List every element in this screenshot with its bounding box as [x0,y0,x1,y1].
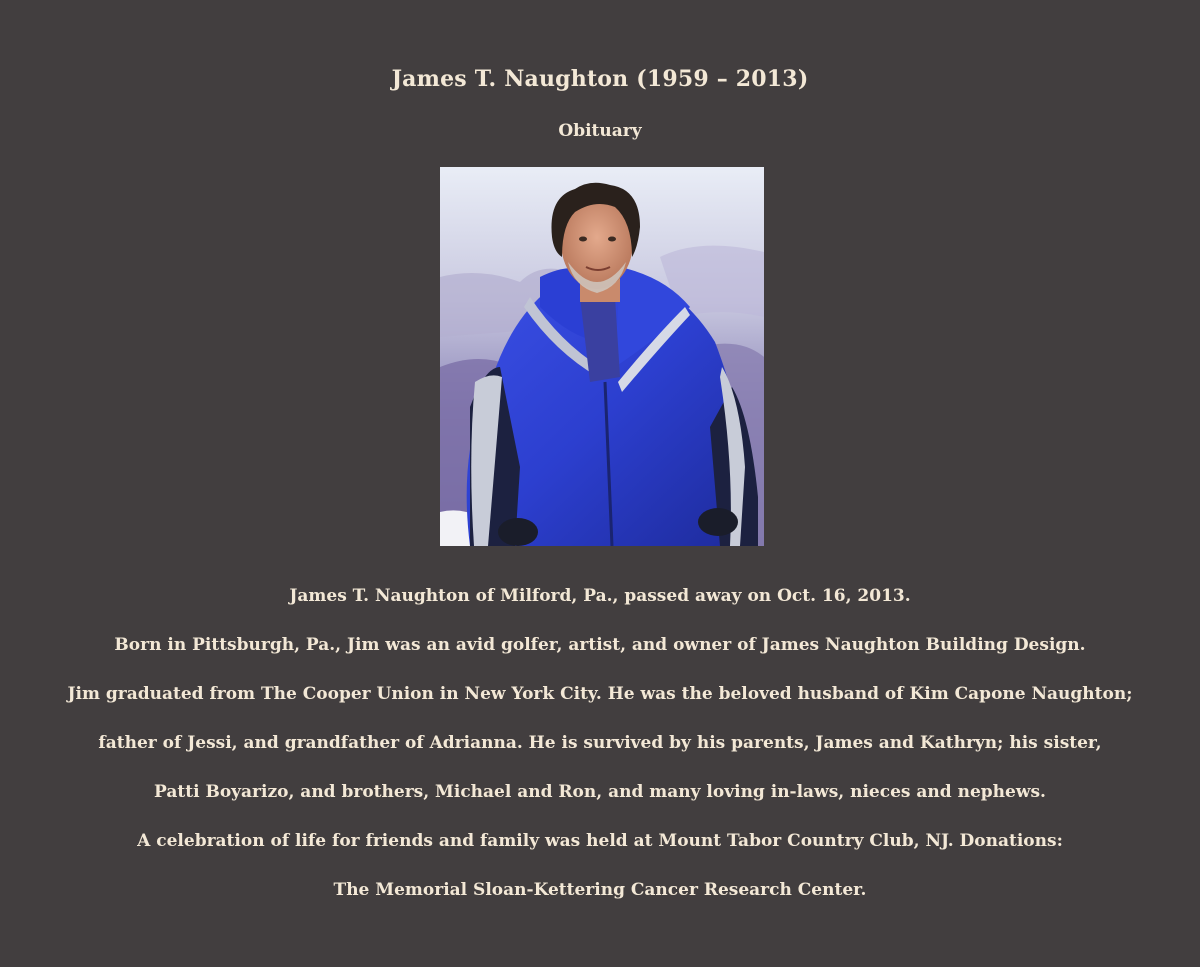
obituary-line: A celebration of life for friends and family was held at Mount Tabor Country Club, NJ. Donations: [137,831,1063,851]
obituary-line: Born in Pittsburgh, Pa., Jim was an avid golfer, artist, and owner of James Naughton Building Design. [114,635,1086,655]
obituary-line: father of Jessi, and grandfather of Adrianna. He is survived by his parents, James and Kathryn; his sister, [98,733,1102,753]
left-eye [579,237,587,242]
right-eye [608,237,616,242]
portrait-illustration [440,167,764,546]
portrait-photo [440,167,764,546]
page-subtitle: Obituary [558,121,642,141]
left-glove [498,518,538,546]
right-glove [698,508,738,536]
obituary-line: Jim graduated from The Cooper Union in New York City. He was the beloved husband of Kim Capone Naughton; [67,684,1133,704]
obituary-line: Patti Boyarizo, and brothers, Michael and Ron, and many loving in-laws, nieces and nephews. [154,782,1046,802]
obituary-line: James T. Naughton of Milford, Pa., passed away on Oct. 16, 2013. [289,586,911,606]
obituary-text [0,583,1200,926]
page-title: James T. Naughton (1959 – 2013) [391,66,809,92]
obituary-line: The Memorial Sloan-Kettering Cancer Research Center. [333,880,867,900]
